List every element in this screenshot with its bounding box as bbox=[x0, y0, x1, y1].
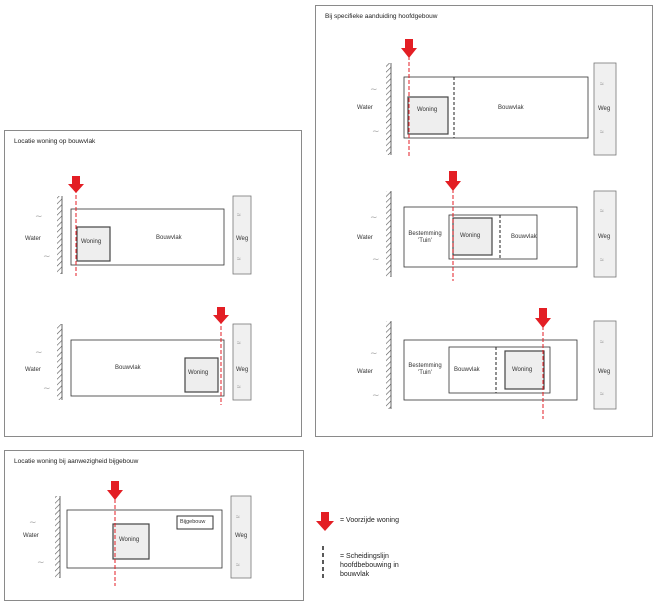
road-rect bbox=[233, 324, 251, 400]
weg-label: Weg bbox=[235, 533, 248, 539]
woning-label: Woning bbox=[119, 537, 140, 543]
wave-icon: ∼ bbox=[43, 251, 51, 261]
road-mark-icon: ≈ bbox=[236, 562, 240, 569]
hatched-wall-icon bbox=[386, 191, 391, 277]
diagram-canvas bbox=[5, 131, 301, 436]
red-down-arrow-icon bbox=[535, 308, 551, 328]
road-mark-icon: ≈ bbox=[600, 208, 604, 215]
water-label: Water bbox=[357, 105, 373, 111]
water-label: Water bbox=[357, 369, 373, 375]
wave-icon: ∼ bbox=[35, 347, 43, 357]
road-mark-icon: ≈ bbox=[600, 129, 604, 136]
bouwvlak-label: Bouwvlak bbox=[454, 367, 480, 373]
water-label: Water bbox=[25, 367, 41, 373]
weg-label: Weg bbox=[598, 106, 611, 112]
road-rect bbox=[233, 196, 251, 274]
hatched-wall-icon bbox=[57, 196, 62, 274]
wave-icon: ∼ bbox=[372, 126, 380, 136]
road-mark-icon: ≈ bbox=[600, 257, 604, 264]
bouwvlak-label: Bouwvlak bbox=[115, 365, 141, 371]
wave-icon: ∼ bbox=[372, 390, 380, 400]
bouwvlak-label: Bouwvlak bbox=[511, 234, 537, 240]
woning-rect bbox=[408, 97, 448, 134]
red-down-arrow-icon bbox=[401, 39, 417, 58]
hatched-wall-icon bbox=[386, 321, 391, 409]
wave-icon: ∼ bbox=[370, 348, 378, 358]
road-rect bbox=[594, 321, 616, 409]
wave-icon: ∼ bbox=[370, 84, 378, 94]
red-down-arrow-icon bbox=[445, 171, 461, 191]
panel-specifieke-aanduiding-hoofdgebouw bbox=[315, 5, 653, 437]
wave-icon: ∼ bbox=[372, 254, 380, 264]
hatched-wall-icon bbox=[386, 63, 391, 155]
red-down-arrow-icon bbox=[107, 481, 123, 500]
scenario-b bbox=[370, 171, 616, 281]
wave-icon: ∼ bbox=[43, 383, 51, 393]
weg-label: Weg bbox=[236, 236, 249, 242]
panel-title: Locatie woning op bouwvlak bbox=[14, 138, 96, 145]
red-down-arrow-icon bbox=[213, 307, 229, 324]
scenario-front-left bbox=[35, 176, 251, 276]
water-label: Water bbox=[23, 533, 39, 539]
woning-label: Woning bbox=[460, 233, 481, 239]
woning-label: Woning bbox=[81, 239, 102, 245]
weg-label: Weg bbox=[236, 367, 249, 373]
weg-label: Weg bbox=[598, 234, 611, 240]
scheidingslijn-icon bbox=[320, 546, 326, 578]
road-mark-icon: ≈ bbox=[237, 256, 241, 263]
road-mark-icon: ≈ bbox=[600, 81, 604, 88]
scenario-front-right bbox=[35, 307, 251, 405]
hatched-wall-icon bbox=[57, 324, 62, 400]
road-mark-icon: ≈ bbox=[237, 340, 241, 347]
road-mark-icon: ≈ bbox=[600, 339, 604, 346]
panel-title: Locatie woning bij aanwezigheid bijgebouw bbox=[14, 458, 139, 465]
water-label: Water bbox=[25, 236, 41, 242]
wave-icon: ∼ bbox=[370, 212, 378, 222]
bijgebouw-label: Bijgebouw bbox=[180, 519, 206, 525]
scenario-a bbox=[370, 39, 616, 156]
road-mark-icon: ≈ bbox=[236, 514, 240, 521]
diagram-canvas bbox=[5, 451, 303, 600]
woning-label: Woning bbox=[417, 107, 438, 113]
wave-icon: ∼ bbox=[29, 517, 37, 527]
road-mark-icon: ≈ bbox=[600, 391, 604, 398]
bouwvlak-label: Bouwvlak bbox=[156, 235, 182, 241]
woning-label: Woning bbox=[188, 370, 209, 376]
hatched-wall-icon bbox=[55, 496, 60, 578]
bestemming-tuin-label: Bestemming 'Tuin' bbox=[408, 363, 442, 376]
wave-icon: ∼ bbox=[37, 557, 45, 567]
woning-label: Woning bbox=[512, 367, 533, 373]
legend-line-label: = Scheidingslijn hoofdbebouwing in bouwvlak bbox=[340, 553, 399, 578]
road-mark-icon: ≈ bbox=[237, 384, 241, 391]
road-mark-icon: ≈ bbox=[237, 212, 241, 219]
water-label: Water bbox=[357, 235, 373, 241]
panel-locatie-woning-op-bouwvlak bbox=[4, 130, 302, 437]
weg-label: Weg bbox=[598, 369, 611, 375]
legend-front-label: = Voorzijde woning bbox=[340, 517, 399, 524]
bouwvlak-label: Bouwvlak bbox=[498, 105, 524, 111]
panel-locatie-woning-bijgebouw bbox=[4, 450, 304, 601]
bestemming-tuin-label: Bestemming 'Tuin' bbox=[408, 231, 442, 244]
panel-title: Bij specifieke aanduiding hoofdgebouw bbox=[325, 13, 438, 20]
red-down-arrow-icon bbox=[68, 176, 84, 193]
wave-icon: ∼ bbox=[35, 211, 43, 221]
red-down-arrow-icon bbox=[316, 512, 336, 532]
